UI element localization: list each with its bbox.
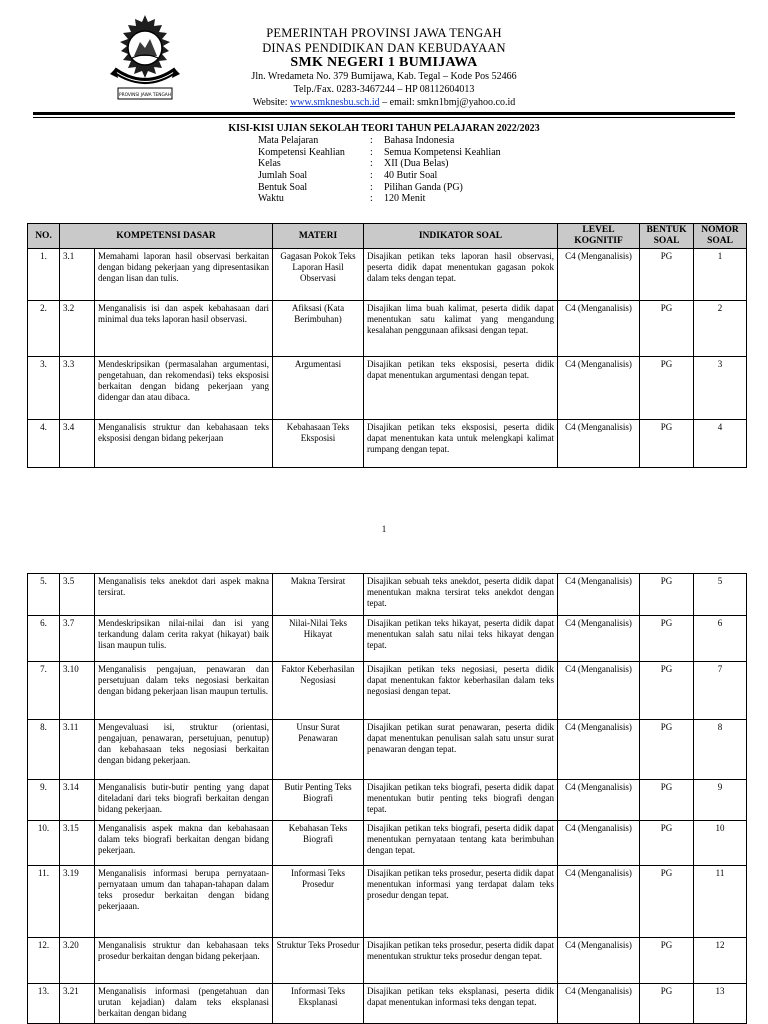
kompetensi-dasar-cell: Menganalisis informasi berupa pernyataan-pernyataan umum dan tahapan-tahapan dalam teks prosedur berkaitan dengan bidang pekerjaaan. <box>95 866 273 938</box>
materi-cell: Unsur Surat Penawaran <box>273 720 364 780</box>
table-row <box>28 780 747 821</box>
materi-cell: Nilai-Nilai Teks Hikayat <box>273 616 364 662</box>
level-kognitif-cell: C4 (Menganalisis) <box>558 720 640 780</box>
level-kognitif-cell: C4 (Menganalisis) <box>558 984 640 1024</box>
page-number: 1 <box>381 524 387 534</box>
row-number-cell: 5. <box>28 574 60 616</box>
kompetensi-dasar-cell: Menganalisis teks anekdot dari aspek makna tersirat. <box>95 574 273 616</box>
kd-code-cell: 3.1 <box>60 249 95 301</box>
materi-cell: Afiksasi (Kata Berimbuhan) <box>273 301 364 357</box>
nomor-soal-cell: 10 <box>694 821 747 866</box>
kd-code-cell: 3.7 <box>60 616 95 662</box>
nomor-soal-cell: 7 <box>694 662 747 720</box>
col-header-materi: MATERI <box>273 224 364 249</box>
nomor-soal-cell: 5 <box>694 574 747 616</box>
logo-text: PROVINSI JAWA TENGAH <box>119 93 171 98</box>
website-label: Website: <box>252 97 291 108</box>
table-row <box>28 866 747 938</box>
nomor-soal-cell: 1 <box>694 249 747 301</box>
col-header-level: LEVEL KOGNITIF <box>558 224 640 249</box>
table-row <box>28 821 747 866</box>
kisi-table-page1 <box>27 223 747 468</box>
exam-meta <box>258 135 501 205</box>
bentuk-soal-cell: PG <box>640 821 694 866</box>
bentuk-soal-cell: PG <box>640 866 694 938</box>
indikator-soal-cell: Disajikan petikan teks eksposisi, peserta didik dapat menentukan argumentasi dengan tepat. <box>364 357 558 420</box>
header-contact <box>0 98 768 108</box>
kisi-table-page2 <box>27 573 747 1024</box>
meta-row: Mata Pelajaran : Bahasa Indonesia <box>258 135 455 146</box>
table-row <box>28 301 747 357</box>
row-number-cell: 6. <box>28 616 60 662</box>
indikator-soal-cell: Disajikan petikan surat penawaran, peserta didik dapat menentukan penulisan salah satu unsur surat penawaran dengan tepat. <box>364 720 558 780</box>
meta-row: Waktu : 120 Menit <box>258 193 426 205</box>
meta-row: Kompetensi Keahlian : Semua Kompetensi Keahlian <box>258 146 501 158</box>
materi-cell: Gagasan Pokok Teks Laporan Hasil Observasi <box>273 249 364 301</box>
row-number-cell: 11. <box>28 866 60 938</box>
nomor-soal-cell: 3 <box>694 357 747 420</box>
col-header-indikator: INDIKATOR SOAL <box>364 224 558 249</box>
kd-code-cell: 3.3 <box>60 357 95 420</box>
bentuk-soal-cell: PG <box>640 357 694 420</box>
nomor-soal-cell: 6 <box>694 616 747 662</box>
row-number-cell: 3. <box>28 357 60 420</box>
bentuk-soal-cell: PG <box>640 984 694 1024</box>
nomor-soal-cell: 2 <box>694 301 747 357</box>
table-row <box>28 420 747 468</box>
email-text: – email: smkn1bmj@yahoo.co.id <box>379 97 516 108</box>
materi-cell: Informasi Teks Prosedur <box>273 866 364 938</box>
table-row <box>28 574 747 616</box>
table-row <box>28 984 747 1024</box>
level-kognitif-cell: C4 (Menganalisis) <box>558 662 640 720</box>
meta-row: Jumlah Soal : 40 Butir Soal <box>258 170 438 182</box>
kompetensi-dasar-cell: Memahami laporan hasil observasi berkaitan dengan bidang pekerjaan yang dipresentasikan dengan lisan dan tulis. <box>95 249 273 301</box>
materi-cell: Butir Penting Teks Biografi <box>273 780 364 821</box>
row-number-cell: 7. <box>28 662 60 720</box>
table-row <box>28 357 747 420</box>
kompetensi-dasar-cell: Menganalisis isi dan aspek kebahasaan dari minimal dua teks laporan hasil observasi. <box>95 301 273 357</box>
level-kognitif-cell: C4 (Menganalisis) <box>558 821 640 866</box>
kd-code-cell: 3.20 <box>60 938 95 984</box>
row-number-cell: 10. <box>28 821 60 866</box>
row-number-cell: 13. <box>28 984 60 1024</box>
nomor-soal-cell: 11 <box>694 866 747 938</box>
level-kognitif-cell: C4 (Menganalisis) <box>558 574 640 616</box>
row-number-cell: 12. <box>28 938 60 984</box>
kd-code-cell: 3.4 <box>60 420 95 468</box>
website-link[interactable]: www.smknesbu.sch.id <box>290 97 380 108</box>
bentuk-soal-cell: PG <box>640 420 694 468</box>
table-row <box>28 662 747 720</box>
indikator-soal-cell: Disajikan petikan teks hikayat, peserta didik dapat menentukan salah satu nilai teks hikayat dengan tepat. <box>364 616 558 662</box>
nomor-soal-cell: 13 <box>694 984 747 1024</box>
kd-code-cell: 3.2 <box>60 301 95 357</box>
level-kognitif-cell: C4 (Menganalisis) <box>558 616 640 662</box>
table-row <box>28 616 747 662</box>
indikator-soal-cell: Disajikan petikan teks prosedur, peserta didik dapat menentukan struktur teks prosedur dengan tepat. <box>364 938 558 984</box>
kd-code-cell: 3.5 <box>60 574 95 616</box>
nomor-soal-cell: 4 <box>694 420 747 468</box>
indikator-soal-cell: Disajikan petikan teks prosedur, peserta didik dapat menentukan informasi yang terdapat dalam teks prosedur dengan tepat. <box>364 866 558 938</box>
nomor-soal-cell: 9 <box>694 780 747 821</box>
table-row <box>28 249 747 301</box>
col-header-nomor: NOMOR SOAL <box>694 224 747 249</box>
kompetensi-dasar-cell: Menganalisis butir-butir penting yang dapat diteladani dari teks biografi berkaitan dengan bidang pekerjaan. <box>95 780 273 821</box>
row-number-cell: 9. <box>28 780 60 821</box>
indikator-soal-cell: Disajikan petikan teks biografi, peserta didik dapat menentukan pernyataan tentang kata berimbuhan dengan tepat. <box>364 821 558 866</box>
kompetensi-dasar-cell: Menganalisis struktur dan kebahasaan teks eksposisi dengan bidang pekerjaan <box>95 420 273 468</box>
kompetensi-dasar-cell: Mendeskripsikan nilai-nilai dan isi yang terkandung dalam cerita rakyat (hikayat) baik lisan maupun tulis. <box>95 616 273 662</box>
materi-cell: Struktur Teks Prosedur <box>273 938 364 984</box>
kompetensi-dasar-cell: Menganalisis informasi (pengetahuan dan urutan kejadian) dalam teks eksplanasi berkaitan dengan bidang <box>95 984 273 1024</box>
materi-cell: Faktor Keberhasilan Negosiasi <box>273 662 364 720</box>
col-header-no: NO. <box>28 224 60 249</box>
header-government: PEMERINTAH PROVINSI JAWA TENGAH <box>266 26 502 40</box>
materi-cell: Kebahasan Teks Biografi <box>273 821 364 866</box>
indikator-soal-cell: Disajikan lima buah kalimat, peserta didik dapat menentukan satu kalimat yang mengandung kesalahan penggunaan afiksasi dengan tepat. <box>364 301 558 357</box>
kompetensi-dasar-cell: Menganalisis struktur dan kebahasaan teks prosedur berkaitan dengan bidang pekerjaan. <box>95 938 273 984</box>
table-row <box>28 720 747 780</box>
header-divider <box>33 112 735 115</box>
indikator-soal-cell: Disajikan petikan teks laporan hasil observasi, peserta didik dapat menentukan gagasan pokok dalam teks dengan tepat. <box>364 249 558 301</box>
bentuk-soal-cell: PG <box>640 574 694 616</box>
kompetensi-dasar-cell: Mendeskripsikan (permasalahan argumentasi, pengetahuan, dan rekomendasi) teks eksposisi berkaitan dengan bidang pekerjaan yang didengar dan atau dibaca. <box>95 357 273 420</box>
header-school-name: SMK NEGERI 1 BUMIJAWA <box>290 55 478 70</box>
bentuk-soal-cell: PG <box>640 301 694 357</box>
row-number-cell: 1. <box>28 249 60 301</box>
nomor-soal-cell: 8 <box>694 720 747 780</box>
level-kognitif-cell: C4 (Menganalisis) <box>558 938 640 984</box>
col-header-kompetensi: KOMPETENSI DASAR <box>60 224 273 249</box>
materi-cell: Kebahasaan Teks Eksposisi <box>273 420 364 468</box>
kompetensi-dasar-cell: Menganalisis pengajuan, penawaran dan persetujuan dalam teks negosiasi berkaitan dengan bidang pekerjaan lisan maupun tertulis. <box>95 662 273 720</box>
level-kognitif-cell: C4 (Menganalisis) <box>558 357 640 420</box>
bentuk-soal-cell: PG <box>640 249 694 301</box>
kd-code-cell: 3.10 <box>60 662 95 720</box>
table-header-row <box>28 224 747 249</box>
col-header-bentuk: BENTUK SOAL <box>640 224 694 249</box>
level-kognitif-cell: C4 (Menganalisis) <box>558 301 640 357</box>
header-phone: Telp./Fax. 0283-3467244 – HP 08112604013 <box>293 84 475 95</box>
level-kognitif-cell: C4 (Menganalisis) <box>558 420 640 468</box>
row-number-cell: 8. <box>28 720 60 780</box>
kompetensi-dasar-cell: Mengevaluasi isi, struktur (orientasi, pengajuan, penawaran, persetujuan, penutup) dan kebahasaan teks negosiasi berkaitan dengan bidang pekerjaan. <box>95 720 273 780</box>
meta-row: Kelas : XII (Dua Belas) <box>258 158 449 170</box>
header-address: Jln. Wredameta No. 379 Bumijawa, Kab. Tegal – Kode Pos 52466 <box>251 71 517 82</box>
kd-code-cell: 3.14 <box>60 780 95 821</box>
level-kognitif-cell: C4 (Menganalisis) <box>558 866 640 938</box>
materi-cell: Informasi Teks Eksplanasi <box>273 984 364 1024</box>
indikator-soal-cell: Disajikan petikan teks biografi, peserta didik dapat menentukan butir penting teks biografi dengan tepat. <box>364 780 558 821</box>
meta-row: Bentuk Soal : Pilihan Ganda (PG) <box>258 181 463 193</box>
kompetensi-dasar-cell: Menganalisis aspek makna dan kebahasaan dalam teks biografi berkaitan dengan bidang pekerjaan. <box>95 821 273 866</box>
indikator-soal-cell: Disajikan petikan teks eksplanasi, peserta didik dapat menentukan informasi teks dengan tepat. <box>364 984 558 1024</box>
kd-code-cell: 3.11 <box>60 720 95 780</box>
level-kognitif-cell: C4 (Menganalisis) <box>558 780 640 821</box>
bentuk-soal-cell: PG <box>640 720 694 780</box>
document-title: KISI-KISI UJIAN SEKOLAH TEORI TAHUN PELAJARAN 2022/2023 <box>228 123 540 134</box>
row-number-cell: 2. <box>28 301 60 357</box>
indikator-soal-cell: Disajikan petikan teks negosiasi, peserta didik dapat menentukan faktor keberhasilan dalam teks negosiasi dengan tepat. <box>364 662 558 720</box>
materi-cell: Argumentasi <box>273 357 364 420</box>
bentuk-soal-cell: PG <box>640 780 694 821</box>
indikator-soal-cell: Disajikan petikan teks eksposisi, peserta didik dapat menentukan kata untuk melengkapi kalimat rumpang dengan tepat. <box>364 420 558 468</box>
level-kognitif-cell: C4 (Menganalisis) <box>558 249 640 301</box>
row-number-cell: 4. <box>28 420 60 468</box>
header-divider-thin <box>33 117 735 118</box>
indikator-soal-cell: Disajikan sebuah teks anekdot, peserta didik dapat menentukan makna tersirat teks anekdot dengan tepat. <box>364 574 558 616</box>
header-department: DINAS PENDIDIKAN DAN KEBUDAYAAN <box>262 41 506 55</box>
bentuk-soal-cell: PG <box>640 662 694 720</box>
kd-code-cell: 3.19 <box>60 866 95 938</box>
table-row <box>28 938 747 984</box>
nomor-soal-cell: 12 <box>694 938 747 984</box>
bentuk-soal-cell: PG <box>640 616 694 662</box>
kd-code-cell: 3.21 <box>60 984 95 1024</box>
materi-cell: Makna Tersirat <box>273 574 364 616</box>
kd-code-cell: 3.15 <box>60 821 95 866</box>
bentuk-soal-cell: PG <box>640 938 694 984</box>
